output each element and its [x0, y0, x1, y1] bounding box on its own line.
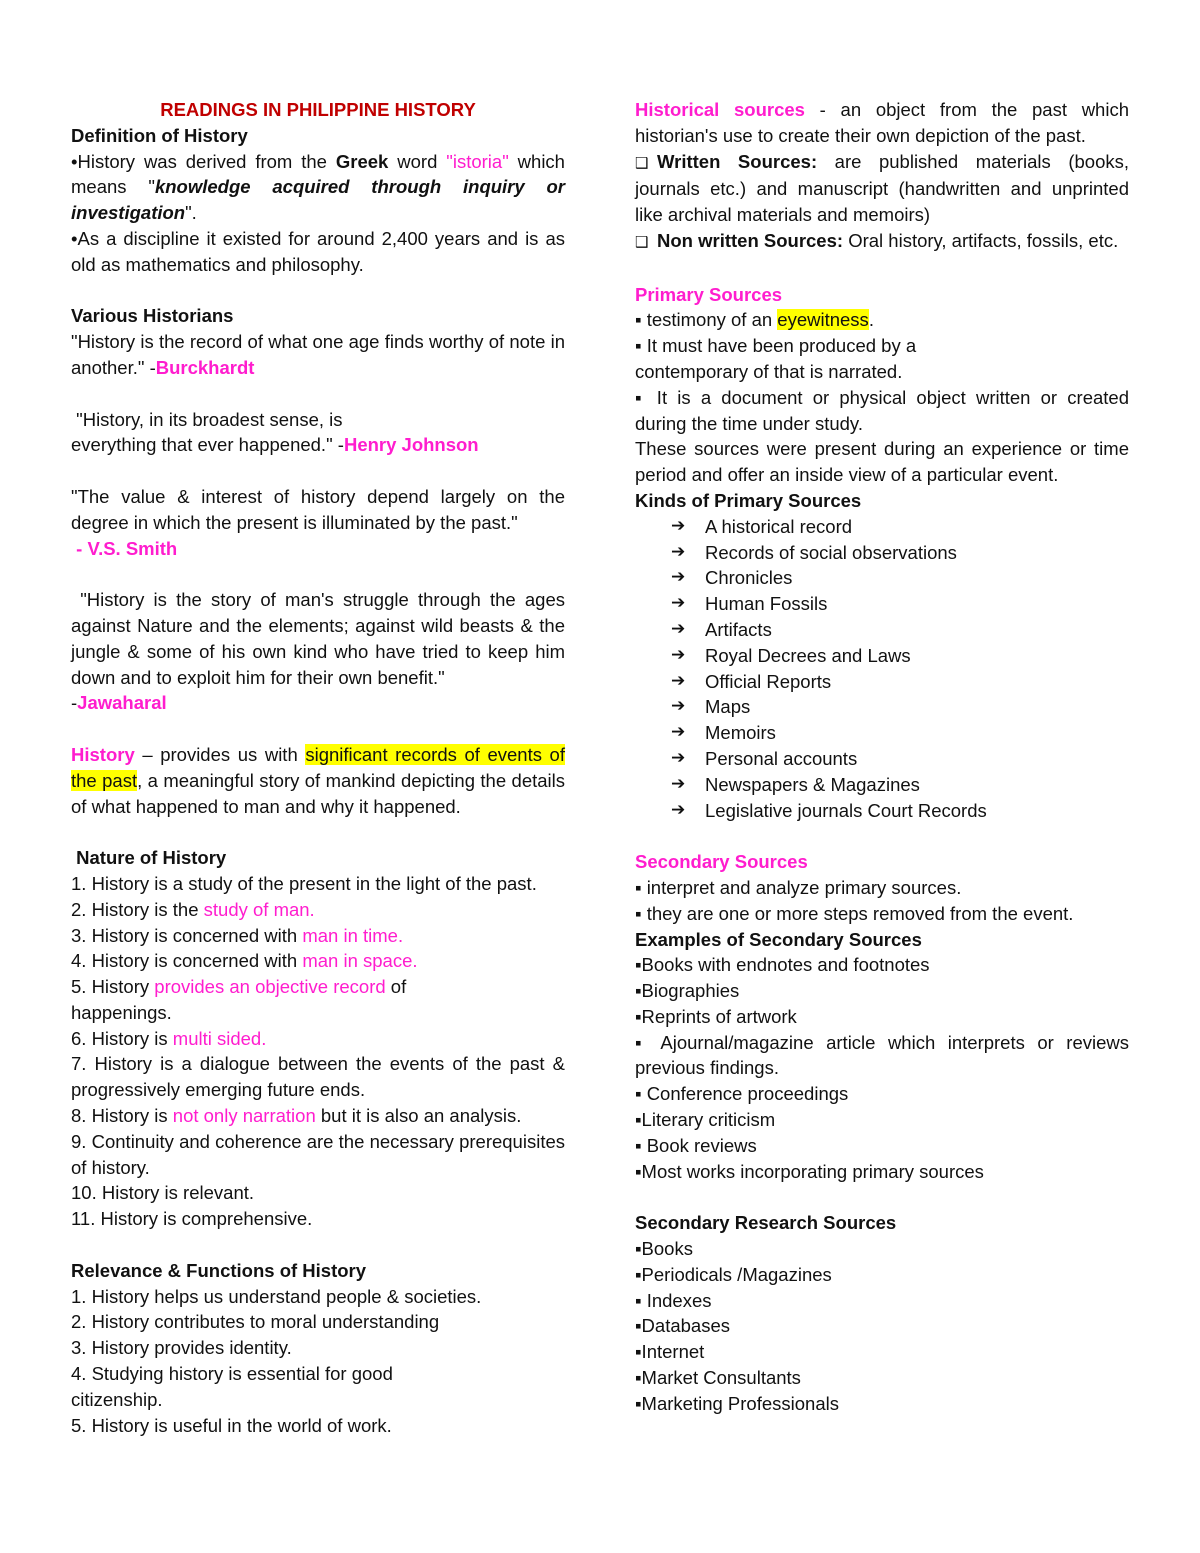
arrow-right-icon: ➔: [671, 618, 686, 639]
example-item-8: ▪Most works incorporating primary sources: [635, 1160, 984, 1182]
relevance-item-1: 1. History helps us understand people & societies.: [71, 1285, 482, 1307]
arrow-right-icon: ➔: [671, 670, 686, 691]
nature-item-8: 8. History is not only narration but it is also an analysis.: [71, 1105, 522, 1127]
research-list: [635, 1236, 1129, 1417]
historical-sources-definition: Historical sources - an object from the past which historian's use to create their own depiction of the past.: [635, 99, 1129, 146]
right-column: [635, 97, 1129, 1417]
examples-heading: Examples of Secondary Sources: [635, 928, 922, 950]
research-heading: Secondary Research Sources: [635, 1212, 897, 1234]
arrow-right-icon: ➔: [671, 644, 686, 665]
arrow-right-icon: ➔: [671, 515, 686, 536]
kinds-list-item: ➔ Official Reports: [671, 669, 1129, 695]
primary-bullet-3: ▪ It is a document or physical object written or created during the time under study.: [635, 386, 1129, 434]
nature-item-7: 7. History is a dialogue between the events of the past & progressively emerging future ends.: [71, 1053, 565, 1101]
relevance-item-2: 2. History contributes to moral understanding: [71, 1311, 440, 1333]
arrow-right-icon: ➔: [671, 541, 686, 562]
research-list-item: ▪Periodicals /Magazines: [635, 1263, 832, 1285]
kinds-heading: Kinds of Primary Sources: [635, 489, 862, 511]
definition-paragraph-2: •As a discipline it existed for around 2,400 years and is as old as mathematics and philosophy.: [71, 227, 565, 275]
kinds-list-item: ➔ A historical record: [671, 514, 1129, 540]
quote-johnson-line-2: everything that ever happened." -Henry Johnson: [71, 434, 479, 456]
nature-item-9: 9. Continuity and coherence are the necessary prerequisites of history.: [71, 1130, 565, 1178]
kinds-list-item: ➔ Chronicles: [671, 565, 1129, 591]
research-list-item: ▪ Indexes: [635, 1289, 712, 1311]
definition-heading: Definition of History: [71, 124, 248, 146]
research-list-item: ▪Internet: [635, 1341, 705, 1363]
primary-bullet-2-cont: contemporary of that is narrated.: [635, 360, 903, 382]
author-smith: - V.S. Smith: [71, 537, 178, 559]
relevance-heading: Relevance & Functions of History: [71, 1259, 367, 1281]
kinds-list-item: ➔ Royal Decrees and Laws: [671, 643, 1129, 669]
nature-item-5-cont: happenings.: [71, 1001, 172, 1023]
arrow-right-icon: ➔: [671, 593, 686, 614]
nature-heading: Nature of History: [71, 847, 227, 869]
author-burckhardt: Burckhardt: [155, 356, 255, 378]
kinds-list-item: ➔ Personal accounts: [671, 746, 1129, 772]
research-list-item: ▪Books: [635, 1238, 693, 1260]
kinds-list-item: ➔ Human Fossils: [671, 591, 1129, 617]
arrow-right-icon: ➔: [671, 773, 686, 794]
arrow-right-icon: ➔: [671, 696, 686, 717]
quote-jawaharal: "History is the story of man's struggle through the ages against Nature and the elements; against wild beasts & the jungle & some of his own kind who have tried to keep him down and to exploit him for their own benefit.": [71, 589, 571, 688]
left-column: [71, 97, 571, 1438]
nature-item-5: 5. History provides an objective record of: [71, 976, 407, 998]
nature-item-2: 2. History is the study of man.: [71, 898, 315, 920]
relevance-item-4-cont: citizenship.: [71, 1388, 163, 1410]
arrow-right-icon: ➔: [671, 747, 686, 768]
kinds-list-item: ➔ Maps: [671, 694, 1129, 720]
nature-item-11: 11. History is comprehensive.: [71, 1208, 313, 1230]
arrow-right-icon: ➔: [671, 722, 686, 743]
non-written-sources: ❑ Non written Sources: Oral history, artifacts, fossils, etc.: [635, 228, 1129, 256]
primary-paragraph: These sources were present during an experience or time period and offer an inside view of a particular event.: [635, 438, 1129, 486]
kinds-list-item: ➔ Artifacts: [671, 617, 1129, 643]
quote-smith: "The value & interest of history depend largely on the degree in which the present is illuminated by the past.": [71, 485, 565, 533]
kinds-list: [635, 514, 1129, 824]
arrow-right-icon: ➔: [671, 799, 686, 820]
quote-johnson-line-1: "History, in its broadest sense, is: [71, 408, 343, 430]
author-jawaharal-line: -Jawaharal: [71, 692, 167, 714]
document-title: READINGS IN PHILIPPINE HISTORY: [160, 99, 476, 120]
quote-burckhardt: "History is the record of what one age finds worthy of note in another." -Burckhardt: [71, 331, 565, 378]
relevance-item-4: 4. Studying history is essential for good: [71, 1363, 393, 1385]
arrow-right-icon: ➔: [671, 567, 686, 588]
example-item-3: ▪Reprints of artwork: [635, 1005, 797, 1027]
example-item-7: ▪ Book reviews: [635, 1134, 757, 1156]
history-definition: History – provides us with significant records of events of the past, a meaningful story of mankind depicting the details of what happened to man and why it happened.: [71, 743, 566, 817]
nature-item-6: 6. History is multi sided.: [71, 1027, 267, 1049]
written-sources: ❑ Written Sources: are published materials (books, journals etc.) and manuscript (handwritten and unprinted like archival materials and memoirs): [635, 150, 1130, 226]
nature-item-4: 4. History is concerned with man in space.: [71, 950, 418, 972]
kinds-list-item: ➔ Legislative journals Court Records: [671, 798, 1129, 824]
example-item-2: ▪Biographies: [635, 980, 740, 1002]
example-item-5: ▪ Conference proceedings: [635, 1083, 849, 1105]
example-item-1: ▪Books with endnotes and footnotes: [635, 954, 930, 976]
historians-heading: Various Historians: [71, 305, 234, 327]
research-list-item: ▪Marketing Professionals: [635, 1392, 839, 1414]
definition-paragraph-1: •History was derived from the Greek word "istoria" which means "knowledge acquired through inquiry or investigation".: [71, 150, 565, 224]
research-list-item: ▪Databases: [635, 1315, 731, 1337]
kinds-list-item: ➔ Memoirs: [671, 720, 1129, 746]
example-item-6: ▪Literary criticism: [635, 1109, 776, 1131]
checkbox-icon: ❑: [635, 232, 649, 251]
author-jawaharal: Jawaharal: [77, 692, 167, 714]
primary-bullet-2: ▪ It must have been produced by a: [635, 335, 917, 357]
checkbox-icon: ❑: [635, 153, 649, 172]
secondary-bullet-1: ▪ interpret and analyze primary sources.: [635, 876, 962, 898]
primary-bullet-1: ▪ testimony of an eyewitness.: [635, 309, 874, 331]
nature-item-10: 10. History is relevant.: [71, 1182, 255, 1204]
example-item-4: ▪ Ajournal/magazine article which interprets or reviews previous findings.: [635, 1031, 1129, 1079]
kinds-list-item: ➔ Records of social observations: [671, 540, 1129, 566]
kinds-list-item: ➔ Newspapers & Magazines: [671, 772, 1129, 798]
secondary-bullet-2: ▪ they are one or more steps removed from the event.: [635, 902, 1074, 924]
research-list-item: ▪Market Consultants: [635, 1367, 801, 1389]
highlight-eyewitness: eyewitness: [777, 309, 869, 331]
nature-item-1: 1. History is a study of the present in the light of the past.: [71, 872, 537, 894]
nature-item-3: 3. History is concerned with man in time.: [71, 924, 404, 946]
primary-sources-heading: Primary Sources: [635, 283, 783, 305]
author-johnson: Henry Johnson: [343, 434, 479, 456]
relevance-item-3: 3. History provides identity.: [71, 1337, 292, 1359]
secondary-sources-heading: Secondary Sources: [635, 851, 808, 873]
relevance-item-5: 5. History is useful in the world of work.: [71, 1414, 392, 1436]
highlight-significant-records: significant records of events of the past: [71, 743, 565, 791]
